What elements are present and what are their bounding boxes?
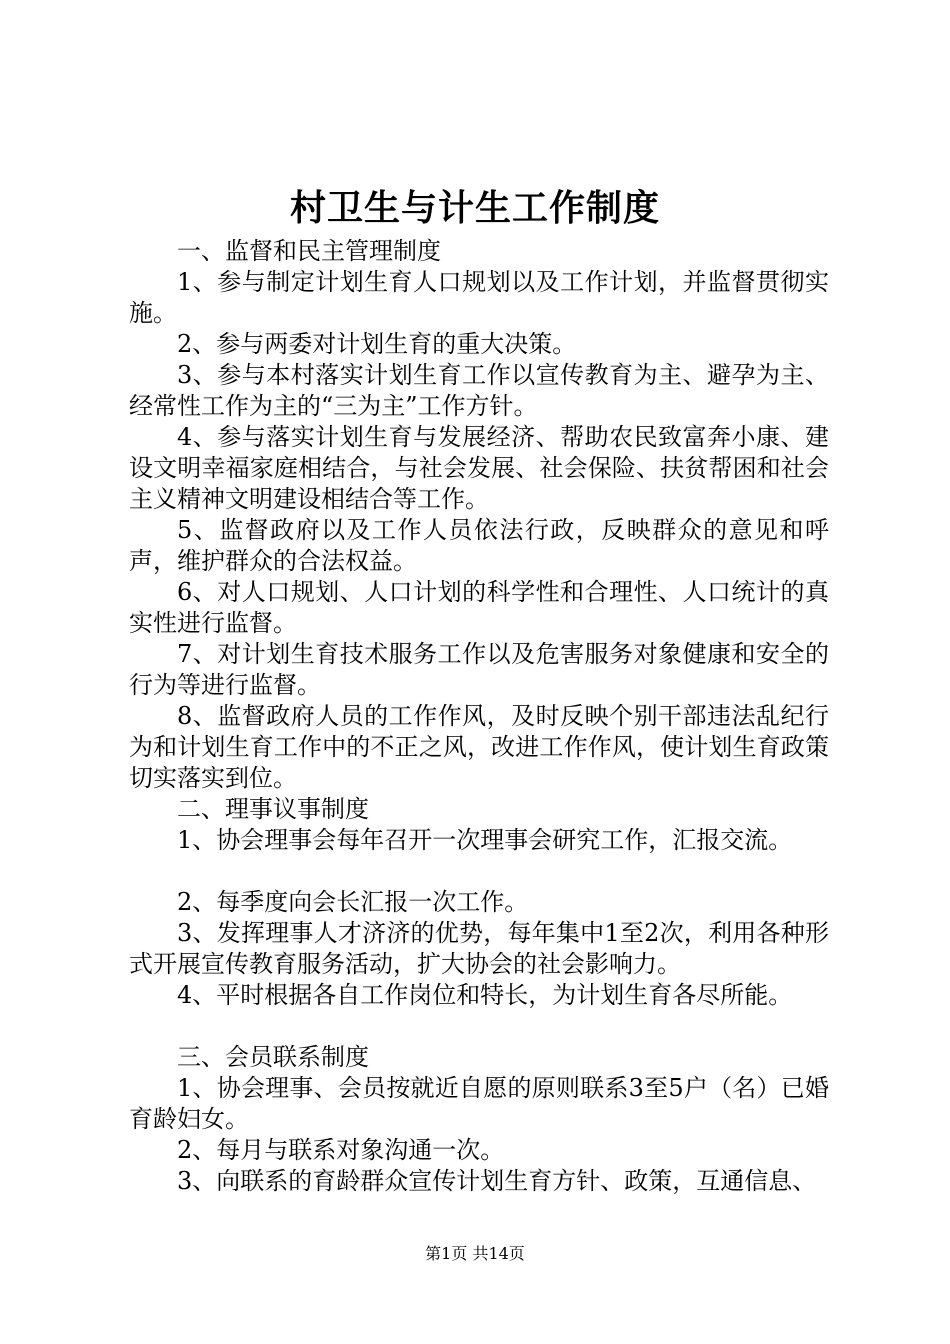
section-heading-2: 二、理事议事制度 [177, 795, 369, 823]
section3-item-1: 1、协会理事、会员按就近自愿的原则联系3至5户（名）已婚育龄妇女。 [129, 1074, 829, 1133]
blank-line [129, 1011, 829, 1042]
document-body [129, 236, 829, 1197]
section-heading-3: 三、会员联系制度 [177, 1043, 369, 1071]
section2-item-4: 4、平时根据各自工作岗位和特长，为计划生育各尽所能。 [177, 981, 793, 1009]
section2-item-1: 1、协会理事会每年召开一次理事会研究工作，汇报交流。 [177, 826, 793, 854]
section1-item-1: 1、参与制定计划生育人口规划以及工作计划，并监督贯彻实施。 [129, 268, 829, 327]
section1-item-6: 6、对人口规划、人口计划的科学性和合理性、人口统计的真实性进行监督。 [129, 578, 829, 637]
document-title: 村卫生与计生工作制度 [289, 187, 660, 229]
section-heading-1: 一、监督和民主管理制度 [177, 237, 441, 265]
section1-item-8: 8、监督政府人员的工作作风，及时反映个别干部违法乱纪行为和计划生育工作中的不正之风，改进工作作风，使计划生育政策切实落实到位。 [129, 702, 829, 792]
section2-item-3: 3、发挥理事人才济济的优势，每年集中1至2次，利用各种形式开展宣传教育服务活动，扩大协会的社会影响力。 [129, 919, 829, 978]
page-footer: 第1页 共14页 [425, 1244, 525, 1263]
section1-item-3: 3、参与本村落实计划生育工作以宣传教育为主、避孕为主、经常性工作为主的“三为主”工作方针。 [129, 361, 829, 420]
section1-item-2: 2、参与两委对计划生育的重大决策。 [177, 330, 577, 358]
section1-item-5: 5、监督政府以及工作人员依法行政，反映群众的意见和呼声，维护群众的合法权益。 [129, 516, 829, 575]
section3-item-2: 2、每月与联系对象沟通一次。 [177, 1136, 505, 1164]
section3-item-3: 3、向联系的育龄群众宣传计划生育方针、政策，互通信息、 [177, 1167, 817, 1195]
blank-line [129, 856, 829, 887]
section1-item-7: 7、对计划生育技术服务工作以及危害服务对象健康和安全的行为等进行监督。 [129, 640, 829, 699]
section1-item-4: 4、参与落实计划生育与发展经济、帮助农民致富奔小康、建设文明幸福家庭相结合，与社会发展、社会保险、扶贫帮困和社会主义精神文明建设相结合等工作。 [129, 423, 829, 513]
section2-item-2: 2、每季度向会长汇报一次工作。 [177, 888, 529, 916]
